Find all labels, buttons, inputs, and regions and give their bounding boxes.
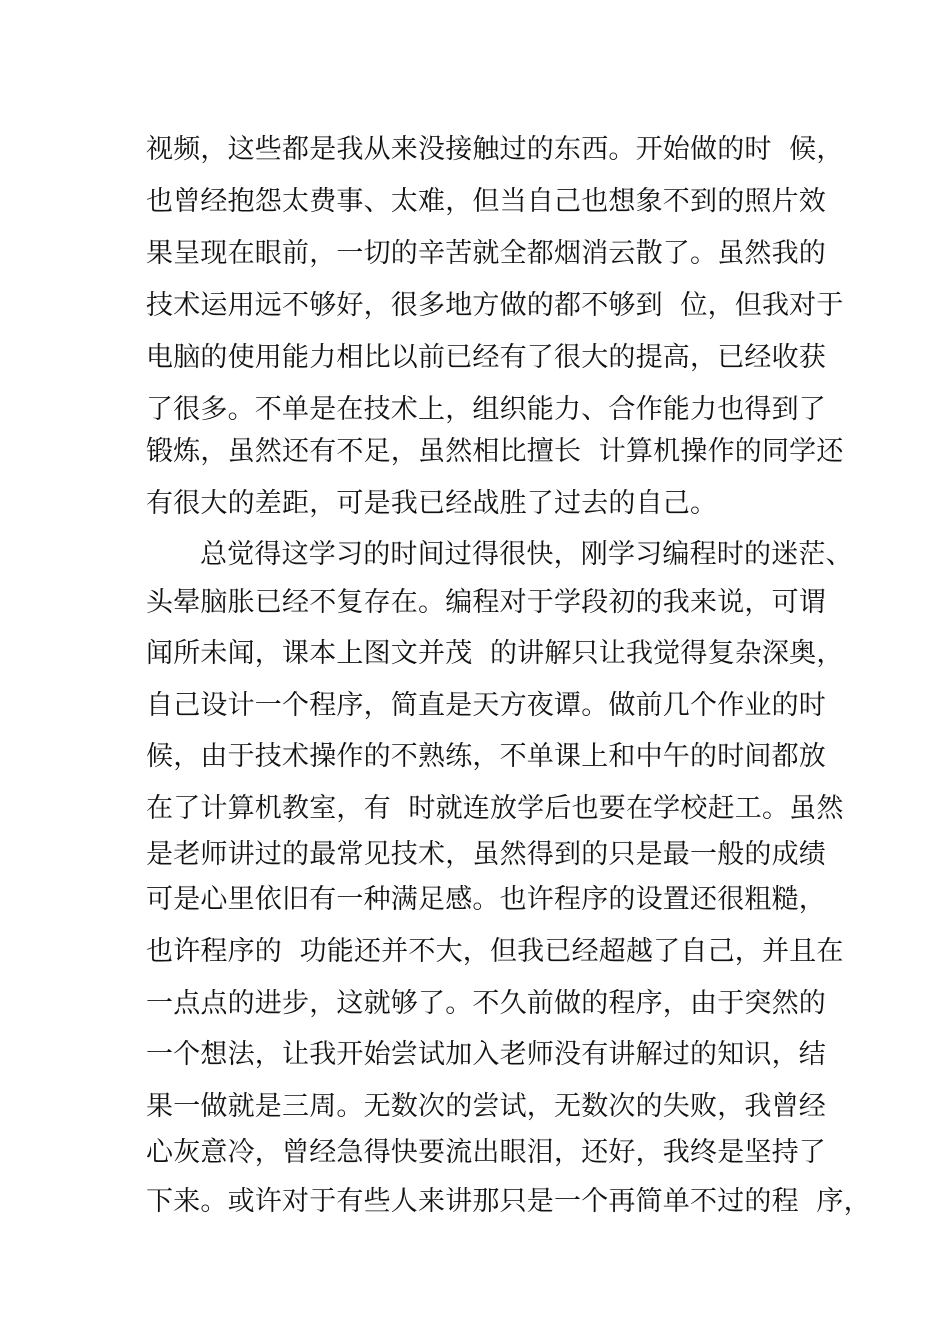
text-line: 自己设计一个程序，简直是天方夜谭。做前几个作业的时	[146, 690, 826, 721]
text-line: 有很大的差距，可是我已经战胜了过去的自己。	[146, 488, 718, 519]
text-line: 电脑的使用能力相比以前已经有了很大的提高，已经收获	[146, 342, 826, 373]
text-line: 也曾经抱怨太费事、太难，但当自己也想象不到的照片效	[146, 186, 826, 217]
text-line: 技术运用远不够好，很多地方做的都不够到 位，但我对于	[146, 290, 844, 321]
text-line: 心灰意冷，曾经急得快要流出眼泪，还好，我终是坚持了	[146, 1137, 826, 1168]
text-line: 锻炼，虽然还有不足，虽然相比擅长 计算机操作的同学还	[146, 436, 844, 467]
text-line: 一个想法，让我开始尝试加入老师没有讲解过的知识，结	[146, 1039, 826, 1070]
paragraph-first-line: 总觉得这学习的时间过得很快，刚学习编程时的迷茫、	[200, 539, 853, 570]
text-line: 头晕脑胀已经不复存在。编程对于学段初的我来说，可谓	[146, 587, 826, 618]
text-line: 了很多。不单是在技术上，组织能力、合作能力也得到了	[146, 394, 826, 425]
text-line: 在了计算机教室，有 时就连放学后也要在学校赶工。虽然	[146, 793, 844, 824]
text-line: 候，由于技术操作的不熟练，不单课上和中午的时间都放	[146, 741, 826, 772]
text-line: 可是心里依旧有一种满足感。也许程序的设置还很粗糙，	[146, 884, 826, 915]
text-line: 果一做就是三周。无数次的尝试，无数次的失败，我曾经	[146, 1091, 826, 1122]
text-line: 也许程序的 功能还并不大，但我已经超越了自己，并且在	[146, 936, 844, 967]
text-line: 闻所未闻，课本上图文并茂 的讲解只让我觉得复杂深奥，	[146, 638, 844, 669]
text-line: 下来。或许对于有些人来讲那只是一个再简单不过的程 序，	[146, 1186, 871, 1217]
text-line: 是老师讲过的最常见技术，虽然得到的只是最一般的成绩	[146, 839, 826, 870]
text-line: 视频，这些都是我从来没接触过的东西。开始做的时 候，	[146, 134, 844, 165]
text-line: 果呈现在眼前，一切的辛苦就全都烟消云散了。虽然我的	[146, 238, 826, 269]
text-line: 一点点的进步，这就够了。不久前做的程序，由于突然的	[146, 988, 826, 1019]
